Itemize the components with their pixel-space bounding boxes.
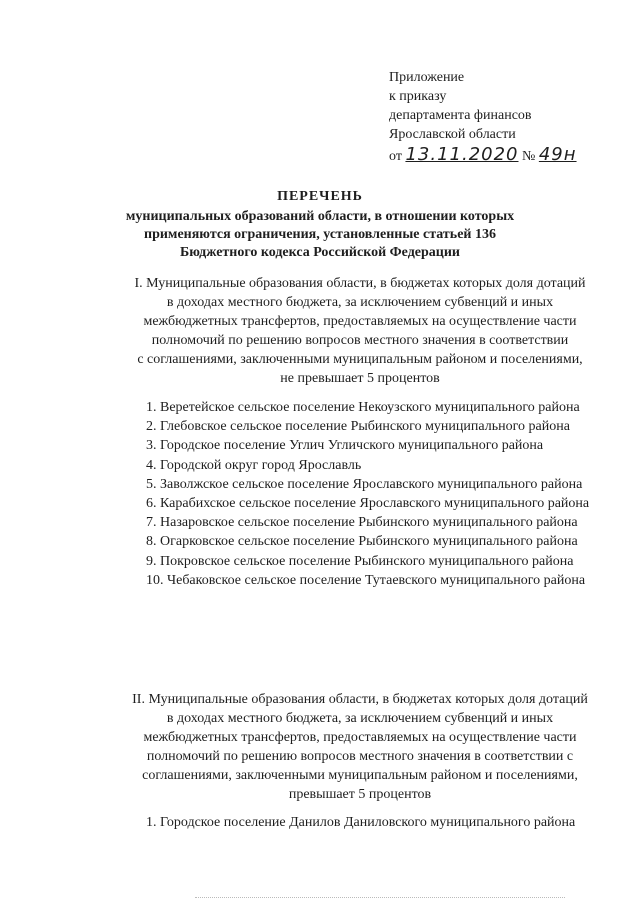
section-2-list [116, 813, 604, 832]
section-1-heading [95, 274, 625, 388]
section-2-line: полномочий по решению вопросов местного значения в соответствии с [146, 749, 574, 764]
list-item: 1. Веретейское сельское поселение Некоузского муниципального района [146, 400, 580, 415]
approval-block [389, 68, 577, 166]
document-title [100, 188, 540, 262]
number-sign: № [522, 149, 536, 164]
list-item: 8. Огарковское сельское поселение Рыбинского муниципального района [146, 534, 578, 550]
title-line-3: Бюджетного кодекса Российской Федерации [179, 245, 460, 260]
scan-edge-artifact [195, 897, 565, 898]
list-item: 3. Городское поселение Углич Угличского муниципального района [146, 438, 544, 454]
list-item: 4. Городской округ город Ярославль [146, 457, 362, 473]
section-1-list [116, 398, 604, 590]
list-item: 2. Глебовское сельское поселение Рыбинского муниципального района [146, 419, 570, 435]
section-1-line: межбюджетных трансфертов, предоставляемых на осуществление части [143, 314, 577, 329]
section-2-line: в доходах местного бюджета, за исключением субвенций и иных [166, 711, 554, 726]
list-item: 7. Назаровское сельское поселение Рыбинского муниципального района [146, 515, 578, 531]
date-prefix: от [389, 149, 402, 164]
section-1-line: I. Муниципальные образования области, в бюджетах которых доля дотаций [134, 276, 586, 291]
section-2-line: межбюджетных трансфертов, предоставляемых на осуществление части [143, 730, 577, 745]
title-heading: ПЕРЕЧЕНЬ [277, 189, 363, 204]
section-2-heading [95, 690, 625, 804]
section-2-line: превышает 5 процентов [288, 787, 432, 802]
approval-line-1: Приложение [389, 70, 465, 85]
section-2-line: II. Муниципальные образования области, в бюджетах которых доля дотаций [132, 692, 588, 707]
approval-line-4: Ярославской области [389, 127, 516, 142]
title-line-1: муниципальных образований области, в отношении которых [125, 209, 515, 224]
section-1-line: не превышает 5 процентов [280, 371, 440, 386]
list-item: 1. Городское поселение Данилов Даниловского муниципального района [146, 815, 576, 830]
list-item: 5. Заволжское сельское поселение Ярославского муниципального района [146, 476, 583, 492]
section-1-line: в доходах местного бюджета, за исключением субвенций и иных [166, 295, 554, 310]
section-2-line: соглашениями, заключенными муниципальным районом и поселениями, [142, 768, 578, 783]
handwritten-number: 49н [538, 144, 577, 165]
handwritten-date: 13.11.2020 [405, 144, 519, 165]
approval-line-2: к приказу [389, 89, 447, 104]
section-1-line: с соглашениями, заключенными муниципальным районом и поселениями, [137, 352, 583, 367]
title-line-2: применяются ограничения, установленные статьей 136 [144, 227, 496, 242]
list-item: 10. Чебаковское сельское поселение Тутаевского муниципального района [146, 572, 586, 588]
approval-line-3: департамента финансов [389, 108, 532, 123]
list-item: 9. Покровское сельское поселение Рыбинского муниципального района [146, 553, 574, 569]
list-item: 6. Карабихское сельское поселение Ярославского муниципального района [146, 496, 590, 512]
section-1-line: полномочий по решению вопросов местного значения в соответствии [151, 333, 569, 348]
approval-date-line [389, 145, 577, 166]
